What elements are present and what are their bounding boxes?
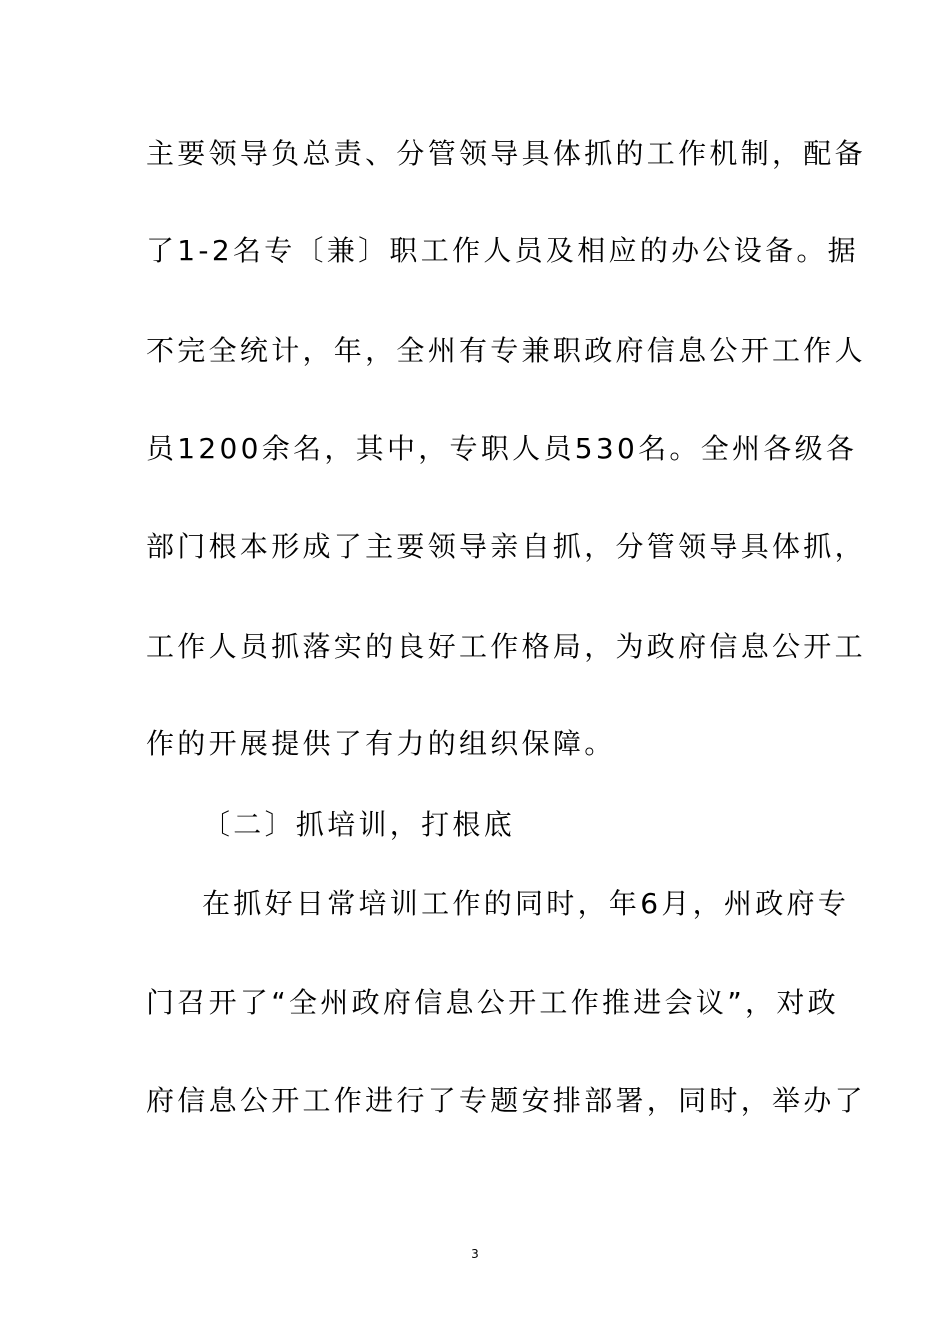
paragraph2-line-3: 府信息公开工作进行了专题安排部署，同时，举办了	[146, 1084, 866, 1117]
section-heading: 〔二〕抓培训，打根底	[202, 808, 516, 841]
page-number: 3	[471, 1247, 479, 1261]
paragraph2-line-2: 门召开了“全州政府信息公开工作推进会议”，对政	[146, 986, 839, 1019]
body-line-5: 部门根本形成了主要领导亲自抓，分管领导具体抓，	[146, 530, 866, 563]
body-line-2: 了1-2名专〔兼〕职工作人员及相应的办公设备。据	[146, 234, 859, 267]
body-line-3: 不完全统计，年，全州有专兼职政府信息公开工作人	[146, 334, 866, 367]
paragraph2-line-1: 在抓好日常培训工作的同时，年6月，州政府专	[202, 887, 850, 920]
body-line-1: 主要领导负总责、分管领导具体抓的工作机制，配备	[146, 137, 866, 170]
body-line-7: 作的开展提供了有力的组织保障。	[146, 727, 616, 760]
body-line-4: 员1200余名，其中，专职人员530名。全州各级各	[146, 432, 858, 465]
body-line-6: 工作人员抓落实的良好工作格局，为政府信息公开工	[146, 630, 866, 663]
